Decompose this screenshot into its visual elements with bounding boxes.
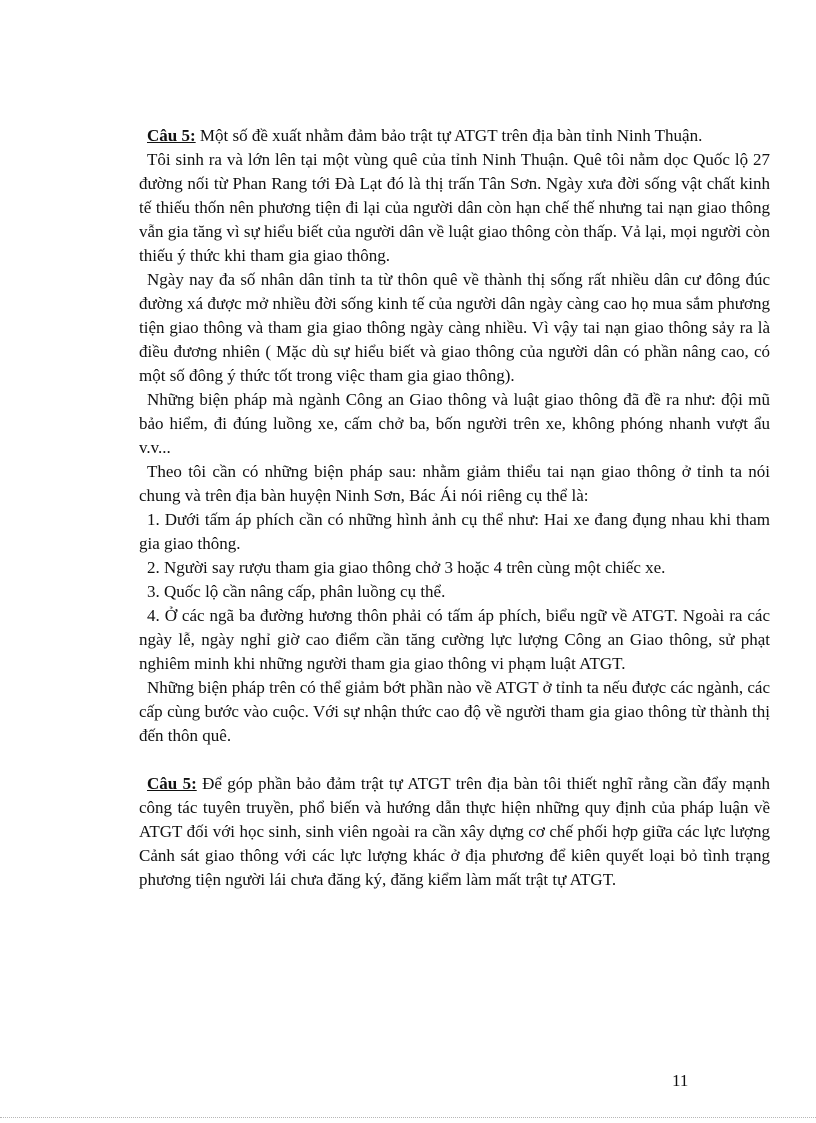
closing-paragraph: Những biện pháp trên có thể giảm bớt phần nào về ATGT ở tỉnh ta nếu được các ngành, các cấp cùng bước vào cuộc. Với sự nhận thức cao độ về người tham gia giao thông từ thành thị đến thôn quê.: [139, 678, 770, 745]
document-body: [139, 124, 770, 892]
question-text: Để góp phần bảo đảm trật tự ATGT trên địa bàn tôi thiết nghĩ rằng cần đẩy mạnh công tác tuyên truyền, phổ biến và hướng dẫn thực hiện những quy định của pháp luận về ATGT đối với học sinh, sinh viên ngoài ra cần xây dựng cơ chế phối hợp giữa các lực lượng Cảnh sát giao thông với các lực lượng khác ở địa phương để kiên quyết loại bỏ tình trạng phương tiện người lái chưa đăng ký, đăng kiểm làm mất trật tự ATGT.: [139, 774, 770, 889]
question-label: Câu 5:: [147, 774, 197, 793]
page-bottom-rule: [0, 1117, 816, 1118]
list-item-2: 2. Người say rượu tham gia giao thông chở 3 hoặc 4 trên cùng một chiếc xe.: [147, 558, 666, 577]
section-2-paragraph: [139, 772, 770, 892]
question-text: Một số đề xuất nhằm đảm bảo trật tự ATGT trên địa bàn tỉnh Ninh Thuận.: [195, 126, 703, 145]
question-label: Câu 5:: [147, 126, 196, 145]
section-1-heading: [139, 124, 770, 148]
answer-section-2: [139, 772, 770, 892]
paragraph-3: Những biện pháp mà ngành Công an Giao thông và luật giao thông đã đề ra như: đội mũ bảo hiểm, đi đúng luồng xe, cấm chở ba, bốn người trên xe, không phóng nhanh vượt ẩu v.v...: [139, 390, 770, 457]
answer-section-1: [139, 124, 770, 748]
page-number: 11: [672, 1071, 689, 1090]
paragraph-4: Theo tôi cần có những biện pháp sau: nhằm giảm thiểu tai nạn giao thông ở tỉnh ta nói chung và trên địa bàn huyện Ninh Sơn, Bác Ái nói riêng cụ thể là:: [139, 462, 770, 505]
list-item-1: 1. Dưới tấm áp phích cần có những hình ảnh cụ thể như: Hai xe đang đụng nhau khi tham gia giao thông.: [139, 510, 770, 553]
list-item-3: 3. Quốc lộ cần nâng cấp, phân luồng cụ thể.: [147, 582, 446, 601]
paragraph-2: Ngày nay đa số nhân dân tỉnh ta từ thôn quê về thành thị sống rất nhiều dân cư đông đúc đường xá được mở nhiều đời sống kinh tế của người dân ngày càng cao họ mua sắm phương tiện giao thông và tham gia giao thông ngày càng nhiều. Vì vậy tai nạn giao thông sảy ra là điều đương nhiên ( Mặc dù sự hiểu biết và giao thông của người dân có phần nâng cao, có một số đông ý thức tốt trong việc tham gia giao thông).: [139, 270, 770, 385]
paragraph-1: Tôi sinh ra và lớn lên tại một vùng quê của tỉnh Ninh Thuận. Quê tôi nằm dọc Quốc lộ 27 đường nối từ Phan Rang tới Đà Lạt đó là thị trấn Tân Sơn. Ngày xưa đời sống vật chất kinh tế thiếu thốn nên phương tiện đi lại của người dân còn hạn chế thế nhưng tai nạn giao thông vẫn gia tăng vì sự hiểu biết của người dân về luật giao thông còn thấp. Vả lại, mọi người còn thiếu ý thức khi tham gia giao thông.: [139, 150, 770, 265]
list-item-4: 4. Ở các ngã ba đường hương thôn phải có tấm áp phích, biểu ngữ về ATGT. Ngoài ra các ngày lễ, ngày nghỉ giờ cao điểm cần tăng cường lực lượng Công an Giao thông, sử phạt nghiêm minh khi những người tham gia giao thông vi phạm luật ATGT.: [139, 606, 770, 673]
